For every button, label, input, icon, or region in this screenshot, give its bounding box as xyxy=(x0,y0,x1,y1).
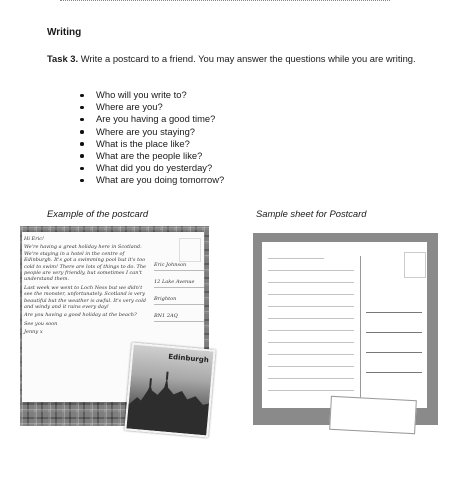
list-item xyxy=(80,113,224,125)
question-text: What are you doing tomorrow? xyxy=(96,174,225,186)
postcard-signoff: See you soon xyxy=(24,320,58,327)
bullet-icon xyxy=(80,179,84,183)
writing-line xyxy=(268,354,354,355)
writing-line xyxy=(268,282,354,283)
postcard-paragraph-2: Last week we went to Loch Ness but we didn't see the monster, unfortunately. Scotland is very beautiful but the weather is awful. It's very cold and windy and it rains every day! xyxy=(24,284,146,311)
task-text: Write a postcard to a friend. You may answer the questions while you are writing. xyxy=(78,53,416,64)
blank-postcard xyxy=(262,242,427,408)
stamp-box xyxy=(404,252,426,278)
writing-line xyxy=(268,366,354,367)
writing-line xyxy=(268,258,324,259)
bullet-icon xyxy=(80,142,84,146)
question-text: What are the people like? xyxy=(96,149,203,161)
bullet-icon xyxy=(80,130,84,134)
list-item xyxy=(80,89,224,101)
postcard-flap xyxy=(329,396,417,434)
address-line xyxy=(366,372,422,373)
address-line: Eric Johnson xyxy=(154,254,204,271)
photo-label: Edinburgh xyxy=(167,352,210,365)
list-item xyxy=(80,138,224,150)
address-line: BN1 2AQ xyxy=(154,305,204,322)
address-line: Brighton xyxy=(154,288,204,305)
page-top-rule xyxy=(60,0,390,4)
writing-line xyxy=(268,390,354,391)
postcard-greeting: Hi Eric! xyxy=(24,236,44,242)
section-heading: Writing xyxy=(47,27,82,38)
sample-caption: Sample sheet for Postcard xyxy=(256,208,367,219)
postcard-divider xyxy=(360,256,361,404)
address-line xyxy=(366,312,422,313)
question-list xyxy=(80,89,224,187)
list-item xyxy=(80,174,224,186)
postcard-paragraph-1: We're having a great holiday here in Scotland. We're staying in a hotel in the centre of Edinburgh. It's got a swimming pool but it's too cold to swim! There are lots of things to do. The people are very friendly, but sometimes I can't understand them. xyxy=(24,244,147,283)
writing-line xyxy=(268,342,354,343)
edinburgh-photo xyxy=(124,343,215,438)
question-text: What did you do yesterday? xyxy=(96,162,213,174)
question-text: Where are you? xyxy=(96,101,163,113)
postcard-signature: Jenny x xyxy=(24,329,43,336)
writing-line xyxy=(268,330,354,331)
list-item xyxy=(80,126,224,138)
question-text: Are you having a good time? xyxy=(96,113,216,125)
address-line xyxy=(366,332,422,333)
writing-line xyxy=(268,318,354,319)
bullet-icon xyxy=(80,167,84,171)
task-number: Task 3. xyxy=(47,53,79,64)
writing-line xyxy=(268,306,354,307)
bullet-icon xyxy=(80,118,84,122)
bullet-icon xyxy=(80,94,84,98)
question-text: Where are you staying? xyxy=(96,125,196,137)
postcard-address xyxy=(154,254,204,322)
example-caption: Example of the postcard xyxy=(47,208,149,219)
bullet-icon xyxy=(80,106,84,110)
list-item xyxy=(80,150,224,162)
postcard-paragraph-3: Are you having a good holiday at the beach? xyxy=(24,312,137,319)
postcard-message xyxy=(24,236,148,338)
writing-line xyxy=(268,378,354,379)
example-postcard-image xyxy=(20,226,209,426)
address-line xyxy=(366,352,422,353)
writing-line xyxy=(268,270,354,271)
writing-line xyxy=(268,294,354,295)
list-item xyxy=(80,162,224,174)
list-item xyxy=(80,101,224,113)
bullet-icon xyxy=(80,154,84,158)
address-line: 12 Lake Avenue xyxy=(154,271,204,288)
question-text: Who will you write to? xyxy=(96,89,187,100)
task-instructions xyxy=(47,53,447,66)
question-text: What is the place like? xyxy=(96,137,190,149)
sample-postcard-sheet xyxy=(253,233,438,425)
